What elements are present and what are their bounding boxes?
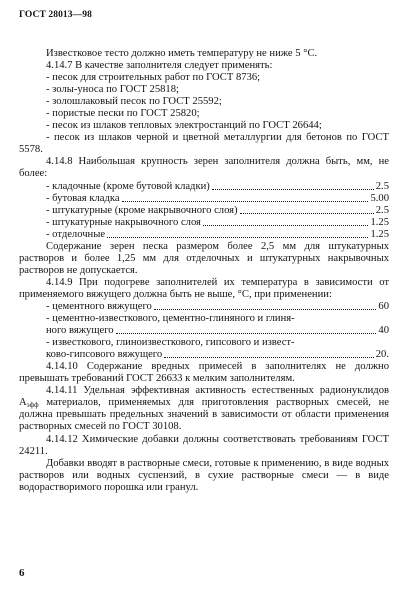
size-row — [19, 193, 389, 205]
section-4-14-7: 4.14.7 В качестве заполнителя следует применять: — [46, 60, 273, 72]
section-4-14-9: 4.14.9 При подогреве заполнителей их температура в зависимости от применяемого вяжущего должна быть не выше, °С, при применении: — [19, 276, 389, 300]
size-label: - бутовая кладка — [46, 192, 120, 204]
dot-leader — [164, 357, 374, 358]
size-label: - кладочные (кроме бутовой кладки) — [46, 180, 210, 192]
size-row — [19, 217, 389, 229]
dot-leader — [107, 237, 368, 238]
size-row — [19, 205, 389, 217]
size-label: - штукатурные (кроме накрывочного слоя) — [46, 204, 238, 216]
dot-leader — [240, 213, 374, 214]
s41411-text-after: материалов, применяемых для приготовления растворных смесей, не должна превышать предельных значений в зависимости от области применения растворных смесей по ГОСТ 30108. — [19, 397, 389, 433]
page-number: 6 — [19, 567, 25, 579]
a-eff-subscript: эфф — [26, 401, 39, 410]
dot-leader — [122, 201, 369, 202]
size-row — [19, 181, 389, 193]
size-row — [19, 229, 389, 241]
filler-item: - песок из шлаков черной и цветной металлургии для бетонов по ГОСТ 5578. — [19, 132, 389, 156]
dot-leader — [203, 225, 369, 226]
document-header: ГОСТ 28013—98 — [19, 10, 92, 20]
filler-item: - песок из шлаков тепловых электростанций по ГОСТ 26644; — [46, 120, 322, 132]
size-value: 2.5 — [375, 204, 389, 216]
temp-row-cement-lime — [19, 325, 389, 337]
temp-value: 60 — [378, 300, 389, 312]
section-4-14-11 — [19, 385, 389, 433]
size-label: - отделочные — [46, 228, 106, 240]
size-value: 1.25 — [370, 228, 389, 240]
section-4-14-10: 4.14.10 Содержание вредных примесей в заполнителях не должно превышать требований ГОСТ 26633 к мелким заполнителям. — [19, 361, 389, 385]
paragraph-sand-grains: Содержание зерен песка размером более 2,5 мм для штукатурных растворов и более 1,25 мм для отделочных и штукатурных накрывочных растворов не допускается. — [19, 240, 389, 276]
dot-leader — [212, 189, 374, 190]
temp-row-lime-gypsum — [19, 349, 389, 361]
filler-item: - золошлаковый песок по ГОСТ 25592; — [46, 96, 222, 108]
size-value: 5.00 — [370, 192, 389, 204]
paragraph-additives: Добавки вводят в растворные смеси, готовые к применению, в виде водных растворов или водных суспензий, в сухие растворные смеси — в виде водорастворимого порошка или гранул. — [19, 457, 389, 493]
filler-item: - пористые пески по ГОСТ 25820; — [46, 108, 200, 120]
s41411-text-before: 4.14.11 Удельная эффективная активность естественных радионуклидов А — [19, 385, 389, 409]
temp-label: - цементно-известкового, цементно-глиняного и глиня- — [46, 313, 295, 325]
paragraph-lime-paste: Известковое тесто должно иметь температуру не ниже 5 °С. — [46, 48, 318, 59]
size-value: 1.25 — [370, 216, 389, 228]
temp-value: 20. — [375, 349, 389, 361]
temp-label: - цементного вяжущего — [46, 300, 152, 312]
temp-label: ково-гипсового вяжущего — [46, 349, 163, 361]
temp-label: - известкового, глиноизвесткового, гипсового и извест- — [46, 337, 295, 349]
section-4-14-8: 4.14.8 Наибольшая крупность зерен заполнителя должна быть, мм, не более: — [19, 156, 389, 180]
size-value: 2.5 — [375, 180, 389, 192]
filler-item: - песок для строительных работ по ГОСТ 8736; — [46, 72, 261, 84]
size-label: - штукатурные накрывочного слоя — [46, 216, 201, 228]
filler-item: - золы-уноса по ГОСТ 25818; — [46, 84, 179, 96]
dot-leader — [116, 333, 377, 334]
document-body — [19, 48, 389, 494]
dot-leader — [154, 309, 377, 310]
temp-value: 40 — [378, 325, 389, 337]
temp-row-cement — [19, 301, 389, 313]
section-4-14-12: 4.14.12 Химические добавки должны соответствовать требованиям ГОСТ 24211. — [19, 433, 389, 457]
temp-label: ного вяжущего — [46, 325, 114, 337]
